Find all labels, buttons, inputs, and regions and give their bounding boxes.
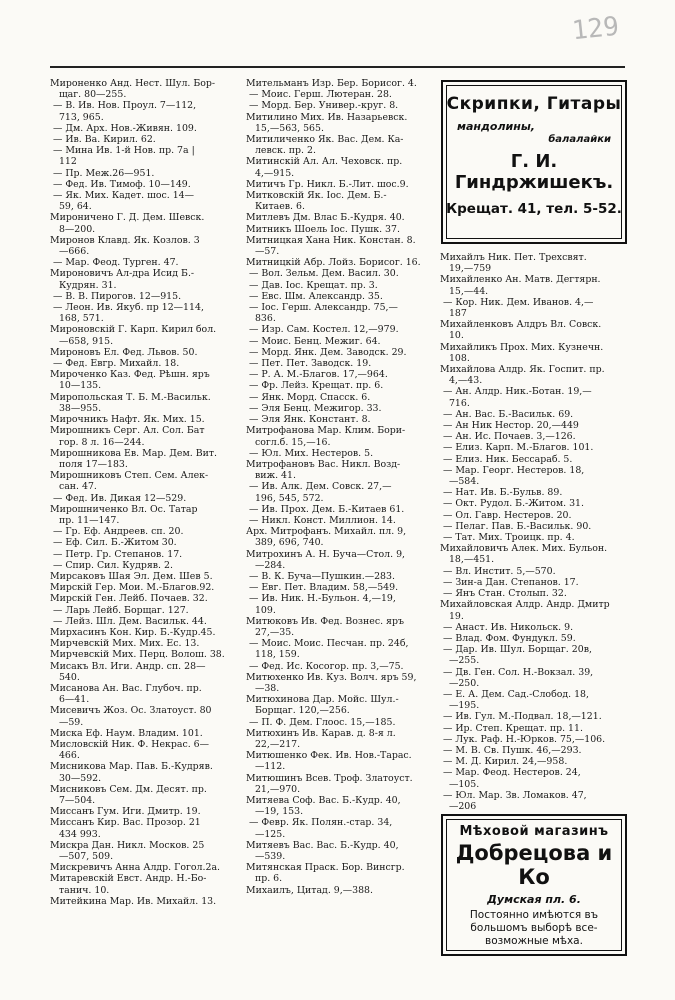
directory-entry-line: — Ив. Гул. М.-Подвал. 18,—121. [440, 711, 602, 723]
directory-entry-line: Михайлъ Ник. Пет. Трехсвят. [440, 252, 587, 263]
directory-entry-line: Мирошникова Ев. Мар. Дем. Вит. [50, 447, 218, 459]
directory-entry-line: Митюковъ Ив. Фед. Вознес. яръ [246, 615, 404, 627]
directory-entry-line: 8—200. [50, 223, 96, 235]
directory-entry-line: — Евг. Пет. Владим. 58,—549. [246, 582, 399, 594]
directory-entry-line: — Юл. Мар. Зв. Ломаков. 47, [440, 789, 587, 801]
ad-furs-headline: Мѣховой магазинъ [459, 824, 609, 839]
ad-violins-merchant: Г. И. Гиндржишекъ. [454, 151, 614, 193]
directory-entry-line: сан. 47. [50, 481, 97, 493]
directory-entry-line: 10. [440, 330, 464, 342]
directory-entry-line: Мирскій Гер. Мои. М.-Благов.92. [50, 582, 215, 594]
directory-entry-line: Мискра Дан. Никл. Москов. 25 [50, 839, 205, 851]
directory-entry-line: — Дм. Арх. Нов.-Живян. 109. [50, 122, 197, 134]
directory-entry-line: Кудрян. 31. [50, 279, 117, 291]
directory-entry-line: —284. [246, 559, 286, 571]
directory-entry-line: — Морд. Янк. Дем. Заводск. 29. [246, 346, 407, 358]
directory-entry-line: левск. пр. 2. [246, 145, 316, 157]
directory-entry-line: — Фед. Ив. Дикая 12—529. [50, 492, 187, 504]
directory-entry-line: — Мар. Феод. Турген. 47. [50, 257, 179, 269]
directory-entry-line: Митлевъ Дм. Влас Б.-Кудря. 40. [246, 212, 405, 224]
directory-entry-line: Мирошниковъ Степ. Сем. Алек- [50, 470, 209, 482]
directory-entry-line: — Вл. Инстит. 5,—570. [440, 565, 556, 577]
directory-entry-line: Мисевичъ Жоз. Ос. Златоуст. 80 [50, 705, 212, 717]
directory-entry-line: 59, 64. [50, 201, 92, 213]
directory-entry-line: Мироненко Анд. Нест. Шул. Бор- [50, 78, 216, 89]
directory-entry-line: — Фр. Лейз. Крещат. пр. 6. [246, 380, 384, 392]
directory-entry-line: Мироновскій Г. Карп. Кирил бол. [50, 324, 217, 336]
directory-entry-line: пр. 11—147. [50, 514, 120, 526]
directory-entry-line: Митюхинъ Ив. Карав. д. 8-я л. [246, 727, 396, 739]
ad-violins-address: Крещат. 41, тел. 5-52. [446, 201, 622, 217]
directory-entry-line: — Елиз. Ник. Бессараб. 5. [440, 453, 573, 465]
directory-entry-line: — Янк. Морд. Спасск. 6. [246, 391, 371, 403]
advertisement-inner-frame [446, 819, 622, 951]
page-number: 129 [570, 11, 621, 47]
directory-entry-line: — М. В. Св. Пушк. 46,—293. [440, 744, 582, 756]
directory-entry-line: Митницкая Хана Ник. Констан. 8. [246, 234, 416, 246]
directory-entry-line: 10—135. [50, 380, 102, 392]
directory-entry-line: — Ив. Ник. Н.-Бульон. 4,—19, [246, 593, 396, 605]
directory-entry-line: — Влад. Фом. Фундукл. 59. [440, 632, 576, 644]
directory-entry-line: Митяева Соф. Вас. Б.-Кудр. 40, [246, 795, 401, 806]
directory-entry-line: 168, 571. [50, 313, 104, 325]
directory-entry-line: танич. 10. [50, 884, 110, 896]
directory-entry-line: Митницкій Абр. Лойз. Борисог. 16. [246, 257, 421, 269]
directory-entry-line: — Эля Бенц. Межигор. 33. [246, 402, 382, 414]
ad-violins-subline: мандолины, [457, 120, 535, 133]
directory-entry-line: — Леон. Ив. Якуб. пр 12—114, [50, 302, 204, 314]
directory-entry-line: 15,—44. [440, 285, 489, 297]
ad-furs-body-line: Постоянно имѣются въ [469, 909, 599, 921]
directory-entry-line: —255. [440, 655, 480, 667]
directory-entry-line: — Пет. Пет. Заводск. 19. [246, 358, 372, 370]
directory-entry-line: — Зин-а Дан. Степанов. 17. [440, 576, 579, 588]
directory-entry-line: — Евс. Шм. Александр. 35. [246, 290, 383, 302]
advertisement-inner-frame [446, 85, 622, 239]
directory-entry-line: Миска Еф. Наум. Владим. 101. [50, 727, 203, 739]
directory-entry-line: 108. [440, 352, 470, 364]
directory-entry-line: Митрофановъ Вас. Никл. Возд- [246, 458, 401, 470]
directory-entry-line: Митянская Праск. Бор. Винсгр. [246, 862, 405, 874]
directory-entry-line: — Дв. Ген. Сол. Н.-Вокзал. 39, [440, 666, 594, 678]
directory-entry-line: — Пелаг. Пав. Б.-Васильк. 90. [440, 520, 592, 532]
directory-entry-line: 196, 545, 572. [246, 492, 324, 504]
directory-entry-line: — Февр. Як. Полян.-стар. 34, [246, 817, 393, 829]
directory-entry-line: — Вол. Зельм. Дем. Васил. 30. [246, 268, 399, 280]
directory-entry-line: — Фед. Ис. Косогор. пр. 3,—75. [246, 660, 404, 672]
directory-entry-line: — Эля Янк. Констант. 8. [246, 414, 371, 426]
directory-entry-line: Мироновичъ Ал-дра Исид Б.- [50, 268, 195, 280]
directory-entry-line: Митичъ Гр. Никл. Б.-Лит. шос.9. [246, 178, 409, 190]
directory-entry-line: — Як. Мих. Кадет. шос. 14— [50, 190, 195, 202]
directory-entry-line: гор. 8 л. 16—244. [50, 436, 145, 448]
directory-entry-line: Мисанова Ан. Вас. Глубоч. пр. [50, 682, 202, 694]
directory-entry-line: 15,—563, 565. [246, 122, 324, 134]
directory-entry-line: —38. [246, 682, 280, 694]
ad-violins-headline: Скрипки, Гитары [446, 94, 622, 114]
directory-entry-line: —584. [440, 476, 480, 488]
directory-entry-line: — В. Ив. Нов. Проул. 7—112, [50, 100, 197, 112]
directory-entry-line: — Ив. Алк. Дем. Совск. 27,— [246, 481, 392, 493]
directory-entry-line: 466. [50, 750, 80, 762]
directory-entry-line: — Анаст. Ив. Никольск. 9. [440, 621, 574, 633]
directory-entry-line: 836. [246, 313, 276, 325]
directory-entry-line: Михаилъ, Цитад. 9,—388. [246, 884, 373, 896]
directory-entry-line: Михайловская Алдр. Андр. Дмитр [440, 599, 610, 611]
directory-entry-line: Митюхенко Ив. Куз. Волч. яръ 59, [246, 671, 417, 683]
directory-column-1 [50, 78, 240, 907]
directory-entry-line: 18,—451. [440, 554, 495, 566]
directory-entry-line: — Юл. Мих. Нестеров. 5. [246, 447, 374, 459]
directory-entry-line: 389, 696, 740. [246, 537, 324, 549]
directory-entry-line: —250. [440, 677, 480, 689]
directory-entry-line: 109. [246, 604, 276, 616]
directory-entry-line: — Елиз. Карп. М.-Благов. 101. [440, 442, 594, 454]
ad-furs-merchant: Добрецова и Ко [455, 841, 613, 889]
directory-entry-line: Митаревскій Евст. Андр. Н.-Бо- [50, 873, 207, 885]
directory-entry-line: 187 [440, 308, 467, 320]
directory-entry-line: — Лейз. Шл. Дем. Васильк. 44. [50, 615, 207, 627]
directory-entry-line: — Еф. Сил. Б.-Житом 30. [50, 537, 177, 549]
header-rule [50, 66, 625, 68]
directory-entry-line: 21,—970. [246, 783, 301, 795]
directory-entry-line: Миссанъ Кир. Вас. Прозор. 21 [50, 817, 201, 829]
directory-entry-line: Мироновъ Ел. Фед. Львов. 50. [50, 346, 198, 358]
directory-entry-line: виж. 41. [246, 470, 296, 482]
directory-entry-line: — Морд. Бер. Универ.-круг. 8. [246, 100, 399, 112]
directory-entry-line: Мительманъ Изр. Бер. Борисог. 4. [246, 78, 417, 89]
directory-entry-line: —57. [246, 246, 280, 258]
directory-entry-line: 540. [50, 671, 80, 683]
directory-entry-line: Мирчевскій Мих. Мих. Ес. 13. [50, 638, 200, 650]
directory-entry-line: 38—955. [50, 402, 102, 414]
directory-entry-line: —105. [440, 778, 480, 790]
directory-entry-line: Митиличенко Як. Вас. Дем. Ка- [246, 134, 404, 146]
directory-entry-line: Мироченко Каз. Фед. Рѣшн. яръ [50, 369, 210, 381]
directory-entry-line: 19,—759 [440, 263, 492, 275]
directory-entry-line: — Тат. Мих. Троицк. пр. 4. [440, 532, 575, 544]
directory-entry-line: щаг. 80—255. [50, 89, 127, 101]
directory-entry-line: — Іос. Герш. Александр. 75,— [246, 302, 398, 314]
directory-entry-line: —539. [246, 851, 286, 863]
directory-entry-line: поля 17—183. [50, 458, 128, 470]
directory-entry-line: — Е. А. Дем. Сад.-Слобод. 18, [440, 688, 590, 700]
directory-column-2 [246, 78, 436, 896]
directory-entry-line: пр. 6. [246, 873, 283, 885]
directory-entry-line: — Гр. Еф. Андреев. сп. 20. [50, 526, 184, 538]
directory-entry-line: Мисакъ Вл. Иги. Андр. сп. 28— [50, 660, 206, 672]
directory-entry-line: — Изр. Сам. Костел. 12,—979. [246, 324, 399, 336]
directory-entry-line: — Р. А. М.-Благов. 17,—964. [246, 369, 388, 381]
directory-entry-line: — Ив. Ва. Кирил. 62. [50, 134, 156, 146]
directory-entry-line: Миссанъ Гум. Иги. Дмитр. 19. [50, 806, 201, 818]
directory-entry-line: Мирошниченко Вл. Ос. Татар [50, 503, 198, 515]
directory-entry-line: — Кор. Ник. Дем. Иванов. 4,— [440, 296, 594, 308]
directory-entry-line: — Нат. Ив. Б.-Бульв. 89. [440, 487, 563, 499]
directory-entry-line: Мирчевскій Мих. Перц. Волош. 38. [50, 649, 225, 661]
directory-entry-line: 30—592. [50, 772, 102, 784]
directory-entry-line: — Фед. Ив. Тимоф. 10—149. [50, 178, 191, 190]
directory-entry-line: Миропольская Т. Б. М.-Васильк. [50, 391, 211, 403]
directory-entry-line: Миронов Клавд. Як. Козлов. 3 [50, 234, 200, 246]
directory-entry-line: —125. [246, 828, 286, 840]
directory-entry-line: Мискревичъ Анна Алдр. Гогол.2а. [50, 862, 221, 874]
directory-entry-line: Михайленко Ан. Матв. Дегтярн. [440, 274, 601, 286]
directory-entry-line: Митковскій Як. Іос. Дем. Б.- [246, 190, 387, 202]
directory-entry-line: — Дав. Іос. Крещат. пр. 3. [246, 279, 378, 291]
directory-entry-line: Мирсаковъ Шая Эл. Дем. Шев 5. [50, 570, 213, 582]
directory-entry-line: — Ан. Вас. Б.-Васильк. 69. [440, 408, 574, 420]
directory-entry-line: Мирскій Ген. Лейб. Почаев. 32. [50, 593, 208, 605]
directory-entry-line: — Окт. Рудол. Б.-Житом. 31. [440, 498, 584, 510]
directory-entry-line: — Моис. Моис. Песчан. пр. 24б, [246, 638, 409, 650]
directory-entry-line: Митникъ Шоель Іос. Пушк. 37. [246, 223, 400, 235]
directory-entry-line: — В. К. Буча—Пушкин.—283. [246, 570, 395, 582]
directory-entry-line: — Мар. Георг. Нестеров. 18, [440, 464, 585, 476]
directory-entry-line: 7—504. [50, 795, 96, 806]
directory-entry-line: Митрофанова Мар. Клим. Бори- [246, 425, 406, 437]
directory-entry-line: — Моис. Герш. Лютеран. 28. [246, 89, 392, 101]
directory-entry-line: Мисниковъ Сем. Дм. Десят. пр. [50, 783, 207, 795]
directory-entry-line: Михайлова Алдр. Як. Госпит. пр. [440, 364, 605, 376]
directory-entry-line: 6—41. [50, 694, 90, 706]
directory-entry-line: — Ан. Ис. Почаев. 3,—126. [440, 431, 576, 443]
directory-entry-line: —59. [50, 716, 84, 728]
directory-entry-line: — Ив. Прох. Дем. Б.-Китаев 61. [246, 503, 405, 515]
directory-entry-line: —112. [246, 761, 286, 773]
directory-entry-line: — Лук. Раф. Н.-Юрков. 75,—106. [440, 733, 606, 745]
directory-entry-line: — Спир. Сил. Кудряв. 2. [50, 559, 173, 571]
directory-entry-line: 713, 965. [50, 111, 104, 123]
directory-entry-line: Китаев. 6. [246, 201, 305, 213]
directory-entry-line: — Мар. Феод. Нестеров. 24, [440, 767, 581, 779]
directory-entry-line: Борщаг. 120,—256. [246, 705, 350, 717]
directory-entry-line: — Ир. Степ. Крещат. пр. 11. [440, 722, 583, 734]
directory-entry-line: Мирошникъ Серг. Ал. Сол. Бат [50, 425, 205, 437]
directory-entry-line: 434 993. [50, 828, 101, 840]
directory-entry-line: Митюшинъ Всев. Троф. Златоуст. [246, 772, 413, 784]
directory-entry-line: — Дар. Ив. Шул. Борщаг. 20в, [440, 644, 592, 656]
directory-entry-line: — П. Ф. Дем. Глоос. 15,—185. [246, 716, 396, 728]
advertisement-violins [441, 80, 627, 244]
ad-furs-body-line: возможные мѣха. [485, 935, 583, 947]
directory-entry-line: — Ларь Лейб. Борщаг. 127. [50, 604, 189, 616]
directory-entry-line: 19. [440, 610, 464, 622]
directory-entry-line: 27,—35. [246, 626, 295, 638]
directory-entry-line: Митилино Мих. Ив. Назарьевск. [246, 111, 408, 123]
directory-entry-line: —19, 153. [246, 806, 304, 818]
directory-entry-line: Мисникова Мар. Пав. Б.-Кудряв. [50, 761, 213, 773]
directory-entry-line: — Никл. Конст. Миллион. 14. [246, 514, 396, 526]
directory-entry-line: 4,—43. [440, 375, 483, 387]
directory-entry-line: — Пр. Меж.26—951. [50, 167, 155, 179]
directory-entry-line: Митинскій Ал. Ал. Чеховск. пр. [246, 156, 403, 168]
directory-entry-line: Мисловскій Ник. Ф. Некрас. 6— [50, 738, 210, 750]
directory-entry-line: Михайликъ Прох. Мих. Кузнечн. [440, 341, 604, 353]
directory-entry-line: 112 [50, 156, 77, 168]
directory-entry-line: Мирочникъ Нафт. Як. Мих. 15. [50, 414, 205, 426]
directory-entry-line: —658, 915. [50, 335, 114, 347]
directory-entry-line: — Ан. Алдр. Ник.-Ботан. 19,— [440, 386, 592, 398]
directory-entry-line: Михайленковъ Алдръ Вл. Совск. [440, 319, 602, 331]
directory-entry-line: Митейкина Мар. Ив. Михайл. 13. [50, 895, 217, 907]
directory-entry-line: — Мина Ив. 1-й Нов. пр. 7а | [50, 145, 195, 157]
directory-entry-line: согл.б. 15,—16. [246, 436, 331, 448]
directory-entry-line: 22,—217. [246, 738, 301, 750]
directory-entry-line: 716. [440, 397, 470, 409]
directory-entry-line: Михайловичъ Алек. Мих. Бульон. [440, 543, 608, 555]
advertisement-furs [441, 814, 627, 956]
ad-furs-body-line: большомъ выборѣ все- [470, 922, 598, 934]
directory-entry-line: Мироничено Г. Д. Дем. Шевск. [50, 212, 205, 224]
directory-entry-line: —666. [50, 246, 90, 258]
directory-entry-line: Митяевъ Вас. Вас. Б.-Кудр. 40, [246, 839, 399, 851]
directory-entry-line: Арх. Митрофанъ. Михайл. пл. 9, [246, 526, 407, 538]
ad-violins-subline-2: балалайки [548, 134, 611, 145]
directory-entry-line: — М. Д. Кирил. 24,—958. [440, 756, 568, 768]
ad-furs-address: Думская пл. 6. [487, 893, 581, 906]
directory-entry-line: —195. [440, 700, 480, 712]
directory-entry-line: — Ол. Гавр. Нестеров. 20. [440, 509, 572, 521]
directory-entry-line: Мирхасинъ Кон. Кир. Б.-Кудр.45. [50, 626, 216, 638]
directory-entry-line: 118, 159. [246, 649, 300, 661]
directory-entry-line: Митрохинъ А. Н. Буча—Стол. 9, [246, 548, 406, 560]
directory-entry-line: — Ан Ник Нестор. 20,—449 [440, 420, 579, 432]
directory-entry-line: — Петр. Гр. Степанов. 17. [50, 548, 183, 560]
directory-entry-line: — Янъ Стан. Столып. 32. [440, 588, 567, 600]
directory-entry-line: Митюшенко Фек. Ив. Нов.-Тарас. [246, 750, 412, 762]
directory-entry-line: —507, 509. [50, 851, 114, 863]
directory-entry-line: 4,—915. [246, 167, 295, 179]
directory-column-3 [440, 252, 630, 812]
directory-entry-line: Митюхинова Дар. Мойс. Шул.- [246, 694, 399, 706]
directory-entry-line: — В. В. Пирогов. 12—915. [50, 290, 182, 302]
directory-entry-line: — Фед. Евгр. Михайл. 18. [50, 358, 180, 370]
directory-entry-line: — Моис. Бенц. Межиг. 64. [246, 335, 381, 347]
directory-entry-line: —206 [440, 800, 477, 812]
